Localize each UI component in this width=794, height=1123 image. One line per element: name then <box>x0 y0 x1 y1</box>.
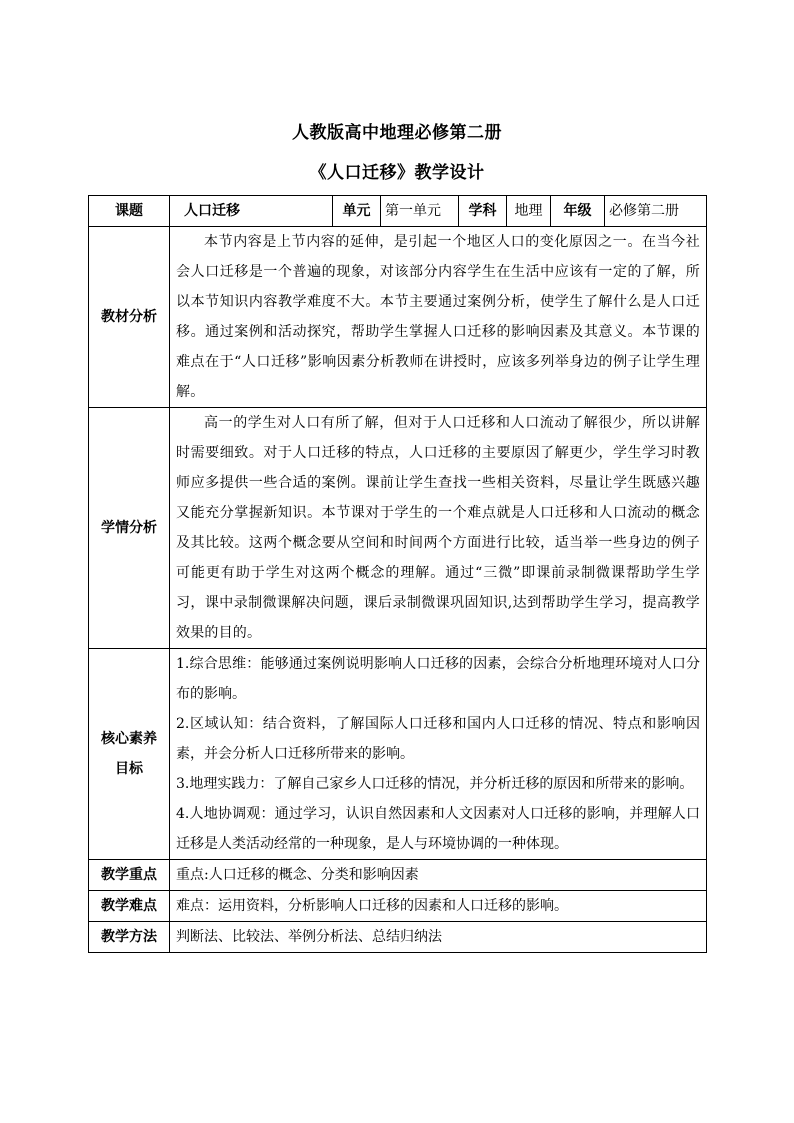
teaching-difficulty-text: 难点：运用资料，分析影响人口迁移的因素和人口迁移的影响。 <box>170 891 707 922</box>
unit-label: 单元 <box>333 196 381 227</box>
teaching-difficulty-row <box>89 891 707 922</box>
grade-label: 年级 <box>551 196 605 227</box>
core-literacy-label-line1: 核心素养 <box>101 731 157 747</box>
teaching-focus-text: 重点:人口迁移的概念、分类和影响因素 <box>170 860 707 891</box>
teaching-method-row <box>89 922 707 953</box>
core-literacy-label-line2: 目标 <box>115 761 143 777</box>
core-literacy-row <box>89 649 707 860</box>
header-row <box>89 196 707 227</box>
subject-value: 地理 <box>507 196 551 227</box>
core-literacy-item: 3.地理实践力：了解自己家乡人口迁移的情况，并分析迁移的原因和所带来的影响。 <box>176 776 694 792</box>
textbook-analysis-text: 本节内容是上节内容的延伸，是引起一个地区人口的变化原因之一。在当今社会人口迁移是一个普遍的现象，对该部分内容学生在生活中应该有一定的了解，所以本节知识内容教学难度不大。本节主要通过案例分析，使学生了解什么是人口迁移。通过案例和活动探究，帮助学生掌握人口迁移的影响因素及其意义。本节课的难点在于“人口迁移”影响因素分析教师在讲授时，应该多列举身边的例子让学生理解。 <box>170 227 707 408</box>
topic-label: 课题 <box>89 196 170 227</box>
teaching-method-label: 教学方法 <box>89 922 170 953</box>
document-subtitle: 《人口迁移》教学设计 <box>309 163 485 183</box>
student-analysis-row <box>89 408 707 649</box>
core-literacy-item: 1.综合思维：能够通过案例说明影响人口迁移的因素，会综合分析地理环境对人口分布的影响。 <box>176 656 700 702</box>
teaching-method-text: 判断法、比较法、举例分析法、总结归纳法 <box>170 922 707 953</box>
teaching-focus-label: 教学重点 <box>89 860 170 891</box>
teaching-focus-row <box>89 860 707 891</box>
core-literacy-item: 2.区域认知：结合资料，了解国际人口迁移和国内人口迁移的情况、特点和影响因素，并会分析人口迁移所带来的影响。 <box>176 716 700 762</box>
grade-value: 必修第二册 <box>605 196 707 227</box>
subject-label: 学科 <box>459 196 507 227</box>
teaching-difficulty-label: 教学难点 <box>89 891 170 922</box>
core-literacy-item: 4.人地协调观：通过学习，认识自然因素和人文因素对人口迁移的影响，并理解人口迁移是人类活动经常的一种现象，是人与环境协调的一种体现。 <box>176 806 700 852</box>
core-literacy-label <box>89 649 170 860</box>
textbook-analysis-row <box>89 227 707 408</box>
unit-value: 第一单元 <box>381 196 459 227</box>
document-title: 人教版高中地理必修第二册 <box>292 123 502 143</box>
lesson-design-table <box>88 195 707 953</box>
student-analysis-label: 学情分析 <box>89 408 170 649</box>
core-literacy-content <box>170 649 707 860</box>
student-analysis-text: 高一的学生对人口有所了解，但对于人口迁移和人口流动了解很少，所以讲解时需要细致。对于人口迁移的特点，人口迁移的主要原因了解更少，学生学习时教师应多提供一些合适的案例。课前让学生查找一些相关资料，尽量让学生既感兴趣又能充分掌握新知识。本节课对于学生的一个难点就是人口迁移和人口流动的概念及其比较。这两个概念要从空间和时间两个方面进行比较，适当举一些身边的例子可能更有助于学生对这两个概念的理解。通过“三微”即课前录制微课帮助学生学习，课中录制微课解决问题，课后录制微课巩固知识,达到帮助学生学习，提高教学效果的目的。 <box>170 408 707 649</box>
topic-value: 人口迁移 <box>170 196 333 227</box>
textbook-analysis-label: 教材分析 <box>89 227 170 408</box>
